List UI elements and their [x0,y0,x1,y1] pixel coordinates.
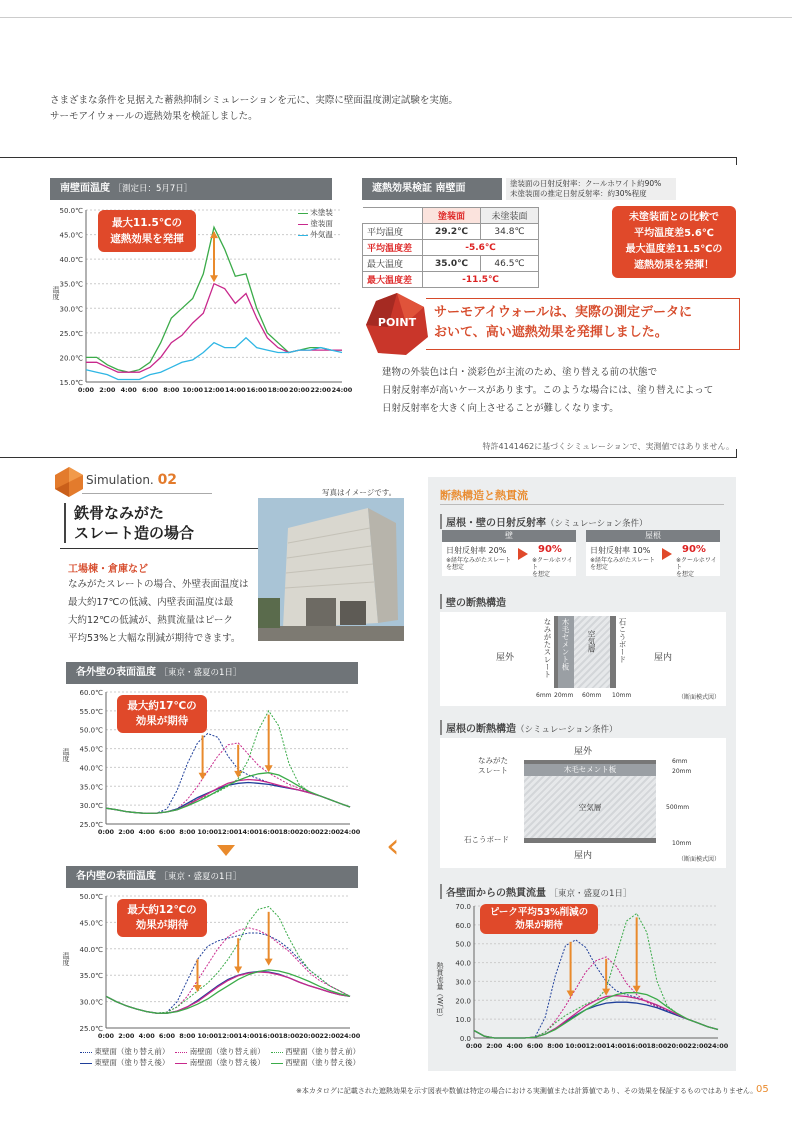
simulation-desc-2: 最大約17℃の低減、内壁表面温度は最 [68,597,234,608]
patent-note: 特許4141462に基づくシミュレーションで、実測値ではありません。 [482,442,734,451]
verify-note-1: 塗装面の日射反射率：クールホワイト約90% [510,179,662,188]
y-tick-label: 50.0℃ [79,726,103,735]
x-tick-label: 16:00 [246,386,268,394]
x-tick-label: 0:00 [77,386,95,394]
wall-air-label: 空気層 [587,630,596,653]
inner-callout-1: 最大約12℃の [127,904,197,916]
simulation-underline [82,493,212,494]
x-tick-label: 20:00 [666,1042,688,1050]
simulation-title-1: 鉄骨なみがた [74,504,165,522]
right-title-rule [440,504,724,505]
x-tick-label: 16:00 [626,1042,648,1050]
roof-dim-1: 6mm [672,758,688,765]
flow-sub: ［東京・盛夏の1日］ [549,889,632,899]
arrow-head-icon [234,967,242,974]
x-tick-label: 0:00 [97,1032,115,1040]
y-tick-label: 30.0 [455,978,471,987]
series-line [474,957,718,1038]
arrow-head-icon [602,989,610,996]
y-tick-label: 35.0℃ [59,280,83,289]
x-tick-label: 6:00 [158,828,176,836]
roof-board-layer [524,838,656,843]
point-box [426,298,740,350]
verify-callout-line-2: 平均温度差5.6℃ [634,228,714,239]
wall-inside-label: 屋内 [654,653,673,663]
south-legend [298,207,333,240]
wall-cement-label: 木毛セメント板 [561,618,570,671]
photo-note: 写真はイメージです。 [322,488,397,497]
y-tick-label: 60.0℃ [79,689,103,697]
arrow-head-icon [199,773,207,780]
row-max-painted: 35.0℃ [423,256,481,272]
roof-structure-sub: （シミュレーション条件） [516,725,618,735]
wall-box-title: 壁 [442,530,576,542]
row-maxdiff-label: 最大温度差 [363,272,423,288]
legend-west-before [271,1046,360,1057]
col-painted: 塗装面 [423,208,481,224]
x-tick-label: 12:00 [203,386,225,394]
legend-east-after [80,1057,169,1068]
intro-line-2: サーモアイウォールの遮熱効果を検証しました。 [50,111,258,122]
x-tick-label: 20:00 [288,386,310,394]
series-line [86,338,342,380]
legend-outdoor [298,229,333,240]
verify-note-2: 未塗装面の推定日射反射率：約30%程度 [510,189,647,198]
row-avg-unpainted: 34.8℃ [481,224,539,240]
legend-west-after-label: 西壁面（塗り替え後） [285,1058,361,1067]
y-tick-label: 45.0℃ [79,745,103,754]
wall-from-note-1: ※経年なみがたスレート [446,557,512,564]
y-tick-label: 50.0 [455,940,471,949]
y-tick-label: 20.0℃ [59,354,83,363]
series-line [106,972,350,1013]
section-divider [0,157,737,158]
x-tick-label: 22:00 [310,386,332,394]
wall-dim-4: 10mm [612,692,632,699]
y-tick-label: 25.0℃ [79,821,103,829]
legend-east-before-label: 東壁面（塗り替え前） [94,1047,170,1056]
verify-callout-line-1: 未塗装面との比較で [629,212,719,223]
x-tick-label: 2:00 [118,828,135,836]
inner-chart-sub: ［東京・盛夏の1日］ [159,872,242,882]
section-divider-2 [0,457,737,458]
y-tick-label: 30.0℃ [79,998,103,1007]
x-tick-label: 20:00 [298,828,320,836]
wall-structure-title: 壁の断熱構造 [440,594,506,609]
point-badge-label: POINT [377,316,417,329]
wall-dim-3: 60mm [582,692,602,699]
simulation-desc-4: 平均53%と大幅な削減が期待できます。 [68,633,241,644]
outer-chart-title: 各外壁の表面温度 [76,667,156,678]
roof-slate-label [478,756,508,776]
y-tick-label: 55.0℃ [79,707,103,716]
x-tick-label: 0:00 [465,1042,483,1050]
verify-title: 遮熱効果検証 南壁面 [372,183,466,194]
x-tick-label: 14:00 [237,828,259,836]
roof-dim-3: 500mm [666,804,690,811]
legend-east-before [80,1046,169,1057]
outer-callout [117,695,207,733]
x-tick-label: 4:00 [506,1042,523,1050]
legend-south-after-label: 南壁面（塗り替え後） [189,1058,265,1067]
roof-box-title: 屋根 [586,530,720,542]
y-tick-label: 15.0℃ [59,379,83,387]
roof-inside-label: 屋内 [574,851,593,861]
wall-board-layer [610,616,616,688]
right-panel-title: 断熱構造と熱貫流 [440,489,528,502]
wall-structure-diagram [440,612,726,706]
x-tick-label: 22:00 [687,1042,709,1050]
wall-reflectance-box [442,530,576,576]
inner-chart-title: 各内壁の表面温度 [76,871,156,882]
x-tick-label: 2:00 [99,386,116,394]
wall-to-note [532,557,576,578]
series-line [474,996,718,1038]
wall-to-note-1: ※クールホワイト [532,557,573,571]
x-tick-label: 10:00 [197,828,219,836]
reflectance-heading: 屋根・壁の日射反射率 [446,518,546,529]
y-tick-label: 40.0℃ [79,945,103,954]
south-callout-line-2: 遮熱効果を発揮 [110,233,184,245]
roof-to-note-2: を想定 [676,571,695,578]
roof-structure-diagram [440,738,726,868]
outer-callout-1: 最大約17℃の [127,700,197,712]
series-line [474,993,718,1038]
wall-from-note [446,557,511,571]
legend-unpainted-label: 未塗装 [310,208,333,217]
wall-section-note: （断面模式図） [677,694,720,701]
simulation-number: 02 [157,472,178,488]
page-number: 05 [756,1084,769,1095]
south-chart-title: 南壁面温度 [60,183,110,194]
row-max-unpainted: 46.5℃ [481,256,539,272]
series-line [86,284,342,373]
y-tick-label: 50.0℃ [59,207,83,215]
row-avgdiff-value: -5.6℃ [423,240,539,256]
wall-legend [80,1046,370,1068]
simulation-desc [68,576,249,648]
simulation-desc-1: なみがたスレートの場合、外壁表面温度は [68,579,249,590]
series-line [106,783,350,814]
inner-callout [117,899,207,937]
flow-title [440,884,631,899]
simulation-title-2: スレート造の場合 [74,524,195,542]
y-tick-label: 35.0℃ [79,972,103,981]
x-tick-label: 6:00 [526,1042,544,1050]
y-tick-label: 25.0℃ [59,329,83,338]
legend-south-after [175,1057,264,1068]
series-line [474,940,718,1038]
arrow-head-icon [265,959,273,966]
x-tick-label: 2:00 [486,1042,503,1050]
y-tick-label: 70.0 [455,903,471,911]
building-photo [258,498,404,641]
roof-dim-4: 10mm [672,840,692,847]
x-tick-label: 0:00 [97,828,115,836]
x-tick-label: 14:00 [605,1042,627,1050]
divider-tick [736,157,737,165]
verify-notes [506,178,676,200]
legend-west-before-label: 西壁面（塗り替え前） [285,1047,361,1056]
series-line [106,743,350,814]
roof-slate-label-1: なみがた [478,756,508,765]
y-tick-label: 30.0℃ [79,802,103,811]
row-avg-label: 平均温度 [363,224,423,240]
wall-dim-1: 6mm [536,692,552,699]
roof-dim-2: 20mm [672,768,692,775]
x-tick-label: 14:00 [237,1032,259,1040]
simulation-icon [54,467,84,497]
x-tick-label: 18:00 [278,828,300,836]
arrow-right-icon [518,548,528,560]
x-tick-label: 8:00 [179,1032,196,1040]
y-tick-label: 35.0℃ [79,783,103,792]
x-tick-label: 10:00 [197,1032,219,1040]
row-avgdiff-label: 平均温度差 [363,240,423,256]
verify-table [362,207,539,288]
roof-from-note-1: ※経年なみがたスレート [590,557,656,564]
roof-structure-title [440,720,618,735]
outer-wall-chart-svg [60,686,360,842]
y-tick-label: 40.0℃ [59,256,83,265]
wall-from-note-2: を想定 [446,564,465,571]
x-tick-label: 24:00 [339,828,361,836]
x-tick-label: 6:00 [158,1032,176,1040]
inner-callout-2: 効果が期待 [135,919,189,931]
legend-outdoor-label: 外気温 [310,230,333,239]
intro-text [50,93,458,125]
south-callout-line-1: 最大11.5℃の [111,217,183,229]
building-photo-image [258,498,404,641]
point-body-3: 日射反射率を大きく向上させることが難しくなります。 [382,403,619,414]
x-tick-label: 14:00 [224,386,246,394]
wall-dim-2: 20mm [554,692,574,699]
point-body-2: 日射反射率が高いケースがあります。このような場合には、塗り替えによって [382,385,714,396]
verify-callout [612,206,736,278]
row-maxdiff-value: -11.5℃ [423,272,539,288]
inner-wall-chart [60,890,360,1042]
simulation-desc-3: 大約12℃の低減が、熱貫流量はピーク [68,615,233,626]
south-callout [98,210,196,252]
wall-board-label: 石こうボード [618,618,627,663]
col-unpainted: 未塗装面 [481,208,539,224]
down-arrow-icon [217,845,235,856]
legend-painted-label: 塗装面 [310,219,333,228]
point-line-2: おいて、高い遮熱効果を発揮しました。 [434,325,668,340]
roof-outside-label: 屋外 [574,747,593,757]
x-tick-label: 18:00 [267,386,289,394]
roof-to-note-1: ※クールホワイト [676,557,717,571]
south-chart-header [50,178,332,200]
x-tick-label: 24:00 [339,1032,361,1040]
y-axis-label: 温度 [62,952,70,966]
x-tick-label: 4:00 [120,386,137,394]
roof-section-note: （断面模式図） [677,856,720,863]
wall-reflectance-from: 日射反射率 20% [446,546,507,555]
x-tick-label: 12:00 [585,1042,607,1050]
roof-board-label: 石こうボード [464,835,509,844]
legend-south-before-label: 南壁面（塗り替え前） [189,1047,265,1056]
x-tick-label: 18:00 [646,1042,668,1050]
y-tick-label: 0.0 [459,1035,471,1043]
x-tick-label: 8:00 [163,386,180,394]
verify-callout-line-4: 遮熱効果を発揮！ [634,260,714,271]
divider-tick-2 [736,449,737,457]
wall-slate-label: なみがたスレート [543,618,552,678]
legend-west-after [271,1057,360,1068]
x-tick-label: 24:00 [331,386,353,394]
point-body-1: 建物の外装色は白・淡彩色が主流のため、塗り替える前の状態で [382,367,658,378]
series-line [106,734,350,814]
roof-slate-label-2: スレート [478,766,508,775]
x-tick-label: 8:00 [179,828,196,836]
roof-reflectance-from: 日射反射率 10% [590,546,651,555]
point-body [382,364,713,418]
roof-structure-heading: 屋根の断熱構造 [446,724,516,735]
row-avg-painted: 29.2℃ [423,224,481,240]
x-tick-label: 10:00 [182,386,204,394]
series-line [474,1002,718,1038]
x-tick-label: 12:00 [217,1032,239,1040]
wall-reflectance-to: 90% [538,544,562,555]
flow-callout-1: ピーク平均53%削減の [489,907,589,918]
x-tick-label: 24:00 [707,1042,729,1050]
outer-chart-header [66,662,358,684]
x-tick-label: 16:00 [258,1032,280,1040]
arrow-head-icon [210,275,218,282]
x-tick-label: 20:00 [298,1032,320,1040]
y-tick-label: 10.0 [455,1016,471,1025]
y-axis-label: 温度 [62,748,70,762]
y-axis-label: 熱貫流量（W/㎡） [436,962,444,1021]
x-tick-label: 4:00 [138,1032,155,1040]
series-line [106,928,350,1014]
wall-outside-label: 屋外 [496,653,515,663]
y-tick-label: 50.0℃ [79,893,103,901]
inner-chart-header [66,866,358,888]
x-tick-label: 2:00 [118,1032,135,1040]
simulation-title [64,503,194,543]
top-rule [0,0,792,18]
south-chart-date: ［測定日：5月7日］ [113,184,193,194]
flow-heading: 各壁面からの熱貫流量 [446,888,546,899]
x-tick-label: 18:00 [278,1032,300,1040]
outer-wall-chart [60,686,360,842]
roof-reflectance-to: 90% [682,544,706,555]
building-category: 工場棟・倉庫など [68,564,148,575]
y-axis-label: 温度 [52,286,60,300]
intro-line-1: さまざまな条件を見据えた蓄熱抑制シミュレーションを元に、実際に壁面温度測定試験を実施。 [50,95,458,106]
arrow-head-icon [234,771,242,778]
x-tick-label: 22:00 [319,828,341,836]
legend-south-before [175,1046,264,1057]
footer-note: ※本カタログに記載された遮熱効果を示す図表や数値は特定の場合における実測値または計算値であり、その効果を保証するものではありません。 [296,1087,758,1095]
roof-air-label: 空気層 [578,803,602,812]
x-tick-label: 22:00 [319,1032,341,1040]
y-tick-label: 25.0℃ [79,1025,103,1033]
flow-callout [480,904,598,934]
series-line [106,773,350,814]
y-tick-label: 45.0℃ [79,919,103,928]
point-badge [366,293,428,355]
legend-painted [298,218,333,229]
roof-from-note-2: を想定 [590,564,609,571]
outer-callout-2: 効果が期待 [135,715,189,727]
legend-unpainted [298,207,333,218]
series-line [106,972,350,1014]
inner-wall-chart-svg [60,890,360,1042]
x-tick-label: 4:00 [138,828,155,836]
x-tick-label: 8:00 [547,1042,564,1050]
verify-callout-line-3: 最大温度差11.5℃の [625,244,723,255]
y-tick-label: 40.0℃ [79,764,103,773]
verify-header [362,178,502,200]
y-tick-label: 45.0℃ [59,231,83,240]
arrow-right-icon [662,548,672,560]
roof-to-note [676,557,720,578]
x-tick-label: 10:00 [565,1042,587,1050]
reflectance-title [440,514,648,529]
x-tick-label: 12:00 [217,828,239,836]
roof-cement-layer: 木毛セメント板 [524,764,656,776]
y-tick-label: 60.0 [455,921,471,930]
x-tick-label: 6:00 [141,386,159,394]
roof-from-note [590,557,655,571]
simulation-title-rule [60,548,260,549]
point-line-1: サーモアイウォールは、実際の測定データに [434,305,693,320]
roof-reflectance-box [586,530,720,576]
y-tick-label: 40.0 [455,959,471,968]
arrow-head-icon [567,991,575,998]
y-tick-label: 30.0℃ [59,305,83,314]
flow-callout-2: 効果が期待 [515,920,563,931]
legend-east-after-label: 東壁面（塗り替え後） [94,1058,170,1067]
x-tick-label: 16:00 [258,828,280,836]
chevron-left-icon: ‹ [386,826,400,866]
wall-to-note-2: を想定 [532,571,551,578]
y-tick-label: 20.0 [455,997,471,1006]
outer-chart-sub: ［東京・盛夏の1日］ [159,668,242,678]
simulation-word: Simulation. [86,473,154,487]
row-max-label: 最大温度 [363,256,423,272]
reflectance-sub: （シミュレーション条件） [546,519,648,529]
simulation-label [86,472,177,488]
